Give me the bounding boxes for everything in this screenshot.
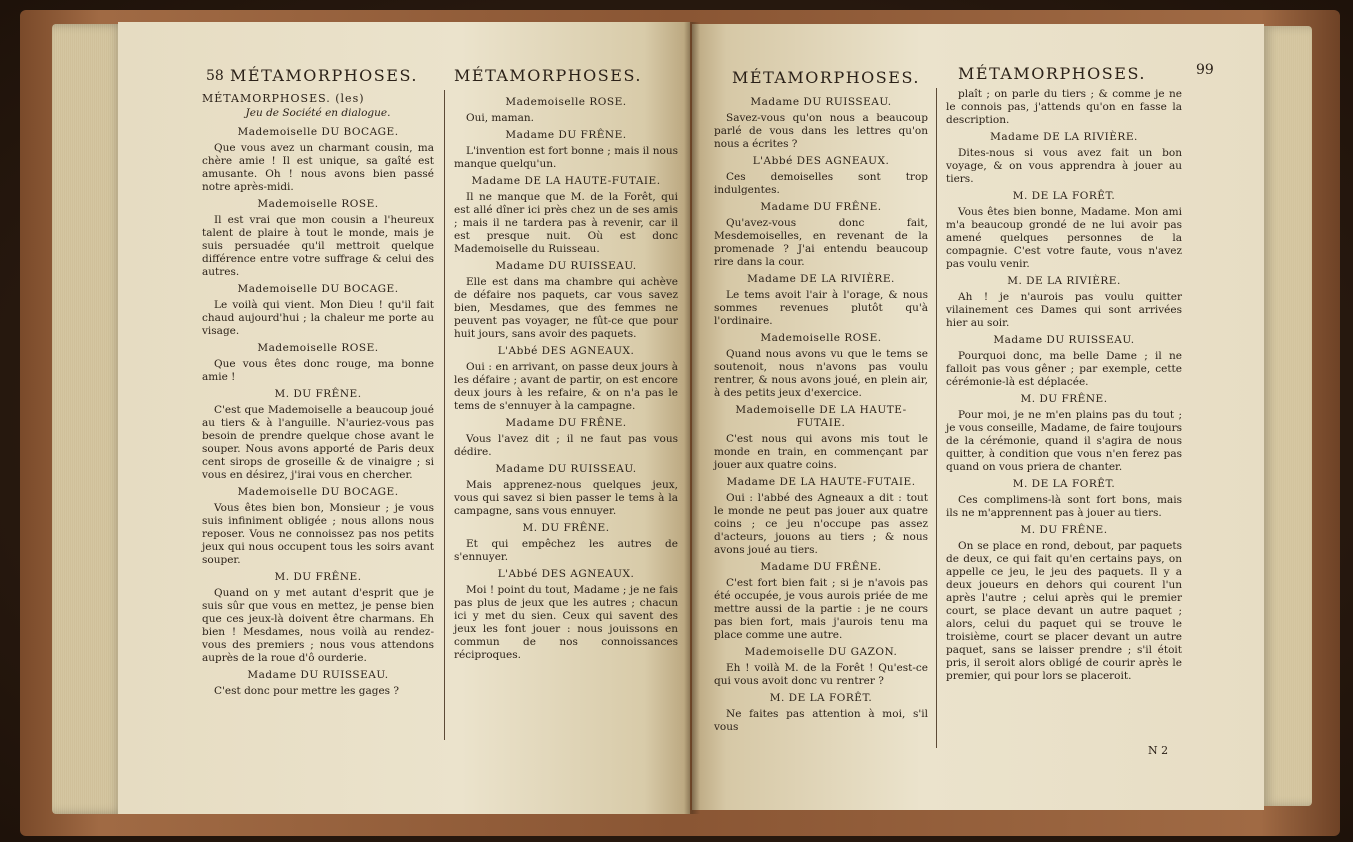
dialogue-paragraph: Mais apprenez-nous quelques jeux, vous qui savez si bien passer le tems à la campagne, sans vous ennuyer. — [454, 479, 678, 517]
book-gutter — [684, 22, 700, 814]
dialogue-paragraph: Dites-nous si vous avez fait un bon voyage, & on vous apprendra à jouer au tiers. — [946, 147, 1182, 185]
dialogue-paragraph: Que vous êtes donc rouge, ma bonne amie ! — [202, 358, 434, 383]
speaker-name: Madame DU FRÊNE. — [505, 417, 627, 429]
dialogue-paragraph: C'est donc pour mettre les gages ? — [214, 685, 400, 697]
running-head-left-2: MÉTAMORPHOSES. — [454, 66, 642, 85]
speaker-name: Mademoiselle DU BOCAGE. — [237, 283, 399, 295]
speaker-name: Madame DU RUISSEAU. — [495, 463, 637, 475]
dialogue-paragraph: C'est nous qui avons mis tout le monde en train, en commençant par jouer aux quatre coins. — [714, 433, 928, 471]
subtitle: Jeu de Société en dialogue. — [245, 107, 391, 119]
dialogue-paragraph: Le voilà qui vient. Mon Dieu ! qu'il fait chaud aujourd'hui ; la chaleur me porte au visage. — [202, 299, 434, 337]
speaker-name: Madame DU RUISSEAU. — [495, 260, 637, 272]
speaker-name: Mademoiselle DE LA HAUTE-FUTAIE. — [735, 404, 907, 429]
speaker-name: Mademoiselle DU BOCAGE. — [237, 486, 399, 498]
dialogue-paragraph: Vous êtes bien bonne, Madame. Mon ami m'a beaucoup grondé de ne lui avoir pas amené quelques personnes de la compagnie. C'est votre faute, vous n'avez pas voulu venir. — [946, 206, 1182, 270]
speaker-name: Madame DU FRÊNE. — [505, 129, 627, 141]
speaker-name: Mademoiselle ROSE. — [760, 332, 882, 344]
dialogue-paragraph: Ne faites pas attention à moi, s'il vous — [714, 708, 928, 733]
left-page — [118, 22, 690, 814]
speaker-name: Madame DU RUISSEAU. — [993, 334, 1135, 346]
dialogue-paragraph: Oui : en arrivant, on passe deux jours à les défaire ; avant de partir, on est encore deux jours à les refaire, & on n'a pas le tems de s'ennuyer à la campagne. — [454, 361, 678, 412]
dialogue-paragraph: Pourquoi donc, ma belle Dame ; il ne falloit pas vous gêner ; par exemple, cette cérémonie-là est déplacée. — [946, 350, 1182, 388]
dialogue-paragraph: Le tems avoit l'air à l'orage, & nous sommes revenues plutôt qu'à l'ordinaire. — [714, 289, 928, 327]
running-head-left-1: MÉTAMORPHOSES. — [230, 66, 418, 85]
speaker-name: Mademoiselle DU BOCAGE. — [237, 126, 399, 138]
running-head-right-1: MÉTAMORPHOSES. — [732, 68, 920, 87]
speaker-name: Madame DE LA RIVIÈRE. — [747, 273, 895, 285]
column-rule-right — [936, 88, 937, 748]
dialogue-paragraph: Qu'avez-vous donc fait, Mesdemoiselles, en revenant de la promenade ? J'ai entendu beaucoup rire dans la cour. — [714, 217, 928, 268]
running-head-right-2: MÉTAMORPHOSES. — [958, 64, 1146, 83]
dialogue-paragraph: Ces demoiselles sont trop indulgentes. — [714, 171, 928, 196]
dialogue-paragraph: C'est fort bien fait ; si je n'avois pas été occupée, je vous aurois priée de me mettre aussi de la partie : je ne cours pas bien fort, mais j'aurois tenu ma place comme une autre. — [714, 577, 928, 641]
dialogue-paragraph: Vous l'avez dit ; il ne faut pas vous dédire. — [454, 433, 678, 458]
dialogue-paragraph: C'est que Mademoiselle a beaucoup joué au tiers & à l'anguille. N'auriez-vous pas besoin de prendre quelque chose avant le souper. Nous avons apporté de Paris deux cent sirops de groseille & de vinaigre ; si vous en désirez, j'irai vous en chercher. — [202, 404, 434, 481]
speaker-name: M. DE LA FORÊT. — [769, 692, 873, 704]
page-number-left: 58 — [206, 68, 224, 84]
dialogue-paragraph: Quand on y met autant d'esprit que je suis sûr que vous en mettez, je pense bien que ces jeux-là doivent être charmans. Eh bien ! Mesdames, nous voilà au rendez-vous des premiers ; nous vous attendons auprès de la roue d'ô ourderie. — [202, 587, 434, 664]
speaker-name: M. DE LA RIVIÈRE. — [1007, 275, 1121, 287]
speaker-name: Madame DU FRÊNE. — [760, 561, 882, 573]
dialogue-paragraph: plaît ; on parle du tiers ; & comme je ne le connois pas, j'attends qu'on en fasse la description. — [946, 88, 1182, 126]
dialogue-paragraph: Quand nous avons vu que le tems se soutenoit, nous n'avons pas voulu rentrer, & nous avons joué, en plein air, à des petits jeux d'exercice. — [714, 348, 928, 399]
speaker-name: Madame DE LA HAUTE-FUTAIE. — [726, 476, 916, 488]
speaker-name: L'Abbé DES AGNEAUX. — [497, 568, 635, 580]
speaker-name: Madame DE LA HAUTE-FUTAIE. — [471, 175, 661, 187]
right-page — [692, 24, 1264, 810]
dialogue-paragraph: On se place en rond, debout, par paquets de deux, ce qui fait qu'en certains pays, on appelle ce jeu, le jeu des paquets. Il y a deux joueurs en dehors qui courent l'un après l'autre ; celui après qui le premier court, se place devant un autre paquet ; alors, celui du paquet qui se trouve le troisième, court se placer devant un autre paquet, sans se laisser prendre ; s'il étoit pris, il seroit alors obligé de courir après le premier, qui pour lors se placeroit. — [946, 540, 1182, 682]
article-title: MÉTAMORPHOSES. (les) — [202, 92, 365, 105]
page-edges-right — [1262, 26, 1312, 806]
speaker-name: M. DU FRÊNE. — [1020, 524, 1108, 536]
signature-mark: N 2 — [1148, 744, 1169, 757]
dialogue-paragraph: Il ne manque que M. de la Forêt, qui est allé dîner ici près chez un de ses amis ; mais il ne tardera pas à revenir, car il est presque nuit. Où est donc Mademoiselle du Ruisseau. — [454, 191, 678, 255]
speaker-name: Mademoiselle ROSE. — [257, 342, 379, 354]
dialogue-paragraph: Oui, maman. — [466, 112, 534, 124]
speaker-name: M. DU FRÊNE. — [1020, 393, 1108, 405]
dialogue-paragraph: Ces complimens-là sont fort bons, mais ils ne m'apprennent pas à jouer au tiers. — [946, 494, 1182, 519]
dialogue-paragraph: Il est vrai que mon cousin a l'heureux talent de plaire à tout le monde, mais je suis persuadée qu'il mettroit quelque différence entre votre suffrage & celui des autres. — [202, 214, 434, 278]
dialogue-paragraph: Elle est dans ma chambre qui achève de défaire nos paquets, car vous savez bien, Mesdames, que des femmes ne peuvent pas voyager, ne fût-ce que pour huit jours, sans avoir des paquets. — [454, 276, 678, 340]
speaker-name: M. DE LA FORÊT. — [1012, 478, 1116, 490]
speaker-name: Madame DU RUISSEAU. — [750, 96, 892, 108]
dialogue-paragraph: Moi ! point du tout, Madame ; je ne fais pas plus de jeux que les autres ; chacun ici y met du sien. Ceux qui savent des jeux les font jouer : nous jouissons en commun de nos connoissances réciproques. — [454, 584, 678, 661]
speaker-name: M. DU FRÊNE. — [274, 388, 362, 400]
speaker-name: Mademoiselle ROSE. — [505, 96, 627, 108]
left-page-column-1 — [202, 92, 434, 698]
dialogue-paragraph: L'invention est fort bonne ; mais il nous manque quelqu'un. — [454, 145, 678, 170]
left-page-column-2 — [454, 92, 678, 662]
dialogue-paragraph: Et qui empêchez les autres de s'ennuyer. — [454, 538, 678, 563]
dialogue-paragraph: Que vous avez un charmant cousin, ma chère amie ! Il est unique, sa gaîté est amusante. Oh ! nous avons bien passé notre après-midi. — [202, 142, 434, 193]
dialogue-paragraph: Eh ! voilà M. de la Forêt ! Qu'est-ce qui vous avoit donc vu rentrer ? — [714, 662, 928, 687]
speaker-name: M. DE LA FORÊT. — [1012, 190, 1116, 202]
speaker-name: Mademoiselle ROSE. — [257, 198, 379, 210]
page-edges-left — [52, 24, 124, 814]
dialogue-paragraph: Ah ! je n'aurois pas voulu quitter vilainement ces Dames qui sont arrivées hier au soir. — [946, 291, 1182, 329]
speaker-name: L'Abbé DES AGNEAUX. — [497, 345, 635, 357]
page-number-right: 99 — [1196, 62, 1214, 78]
right-page-column-2 — [946, 88, 1182, 683]
column-rule-left — [444, 90, 445, 740]
dialogue-paragraph: Savez-vous qu'on nous a beaucoup parlé de vous dans les lettres qu'on nous a écrites ? — [714, 112, 928, 150]
speaker-name: Madame DU FRÊNE. — [760, 201, 882, 213]
right-page-column-1 — [714, 92, 928, 734]
speaker-name: Madame DU RUISSEAU. — [247, 669, 389, 681]
dialogue-paragraph: Vous êtes bien bon, Monsieur ; je vous suis infiniment obligée ; nous allons nous reposer. Vous ne connoissez pas nos petits jeux qui nous occupent tous les soirs avant souper. — [202, 502, 434, 566]
speaker-name: Mademoiselle DU GAZON. — [744, 646, 898, 658]
dialogue-paragraph: Pour moi, je ne m'en plains pas du tout ; je vous conseille, Madame, de faire toujours de la cérémonie, quand il s'agira de nous quitter, à condition que vous n'en ferez pas quand on vous priera de chanter. — [946, 409, 1182, 473]
speaker-name: M. DU FRÊNE. — [274, 571, 362, 583]
dialogue-paragraph: Oui : l'abbé des Agneaux a dit : tout le monde ne peut pas jouer aux quatre coins ; ce jeu n'occupe pas assez d'acteurs, jouons au tiers ; & nous avons joué au tiers. — [714, 492, 928, 556]
speaker-name: Madame DE LA RIVIÈRE. — [990, 131, 1138, 143]
speaker-name: M. DU FRÊNE. — [522, 522, 610, 534]
speaker-name: L'Abbé DES AGNEAUX. — [752, 155, 890, 167]
